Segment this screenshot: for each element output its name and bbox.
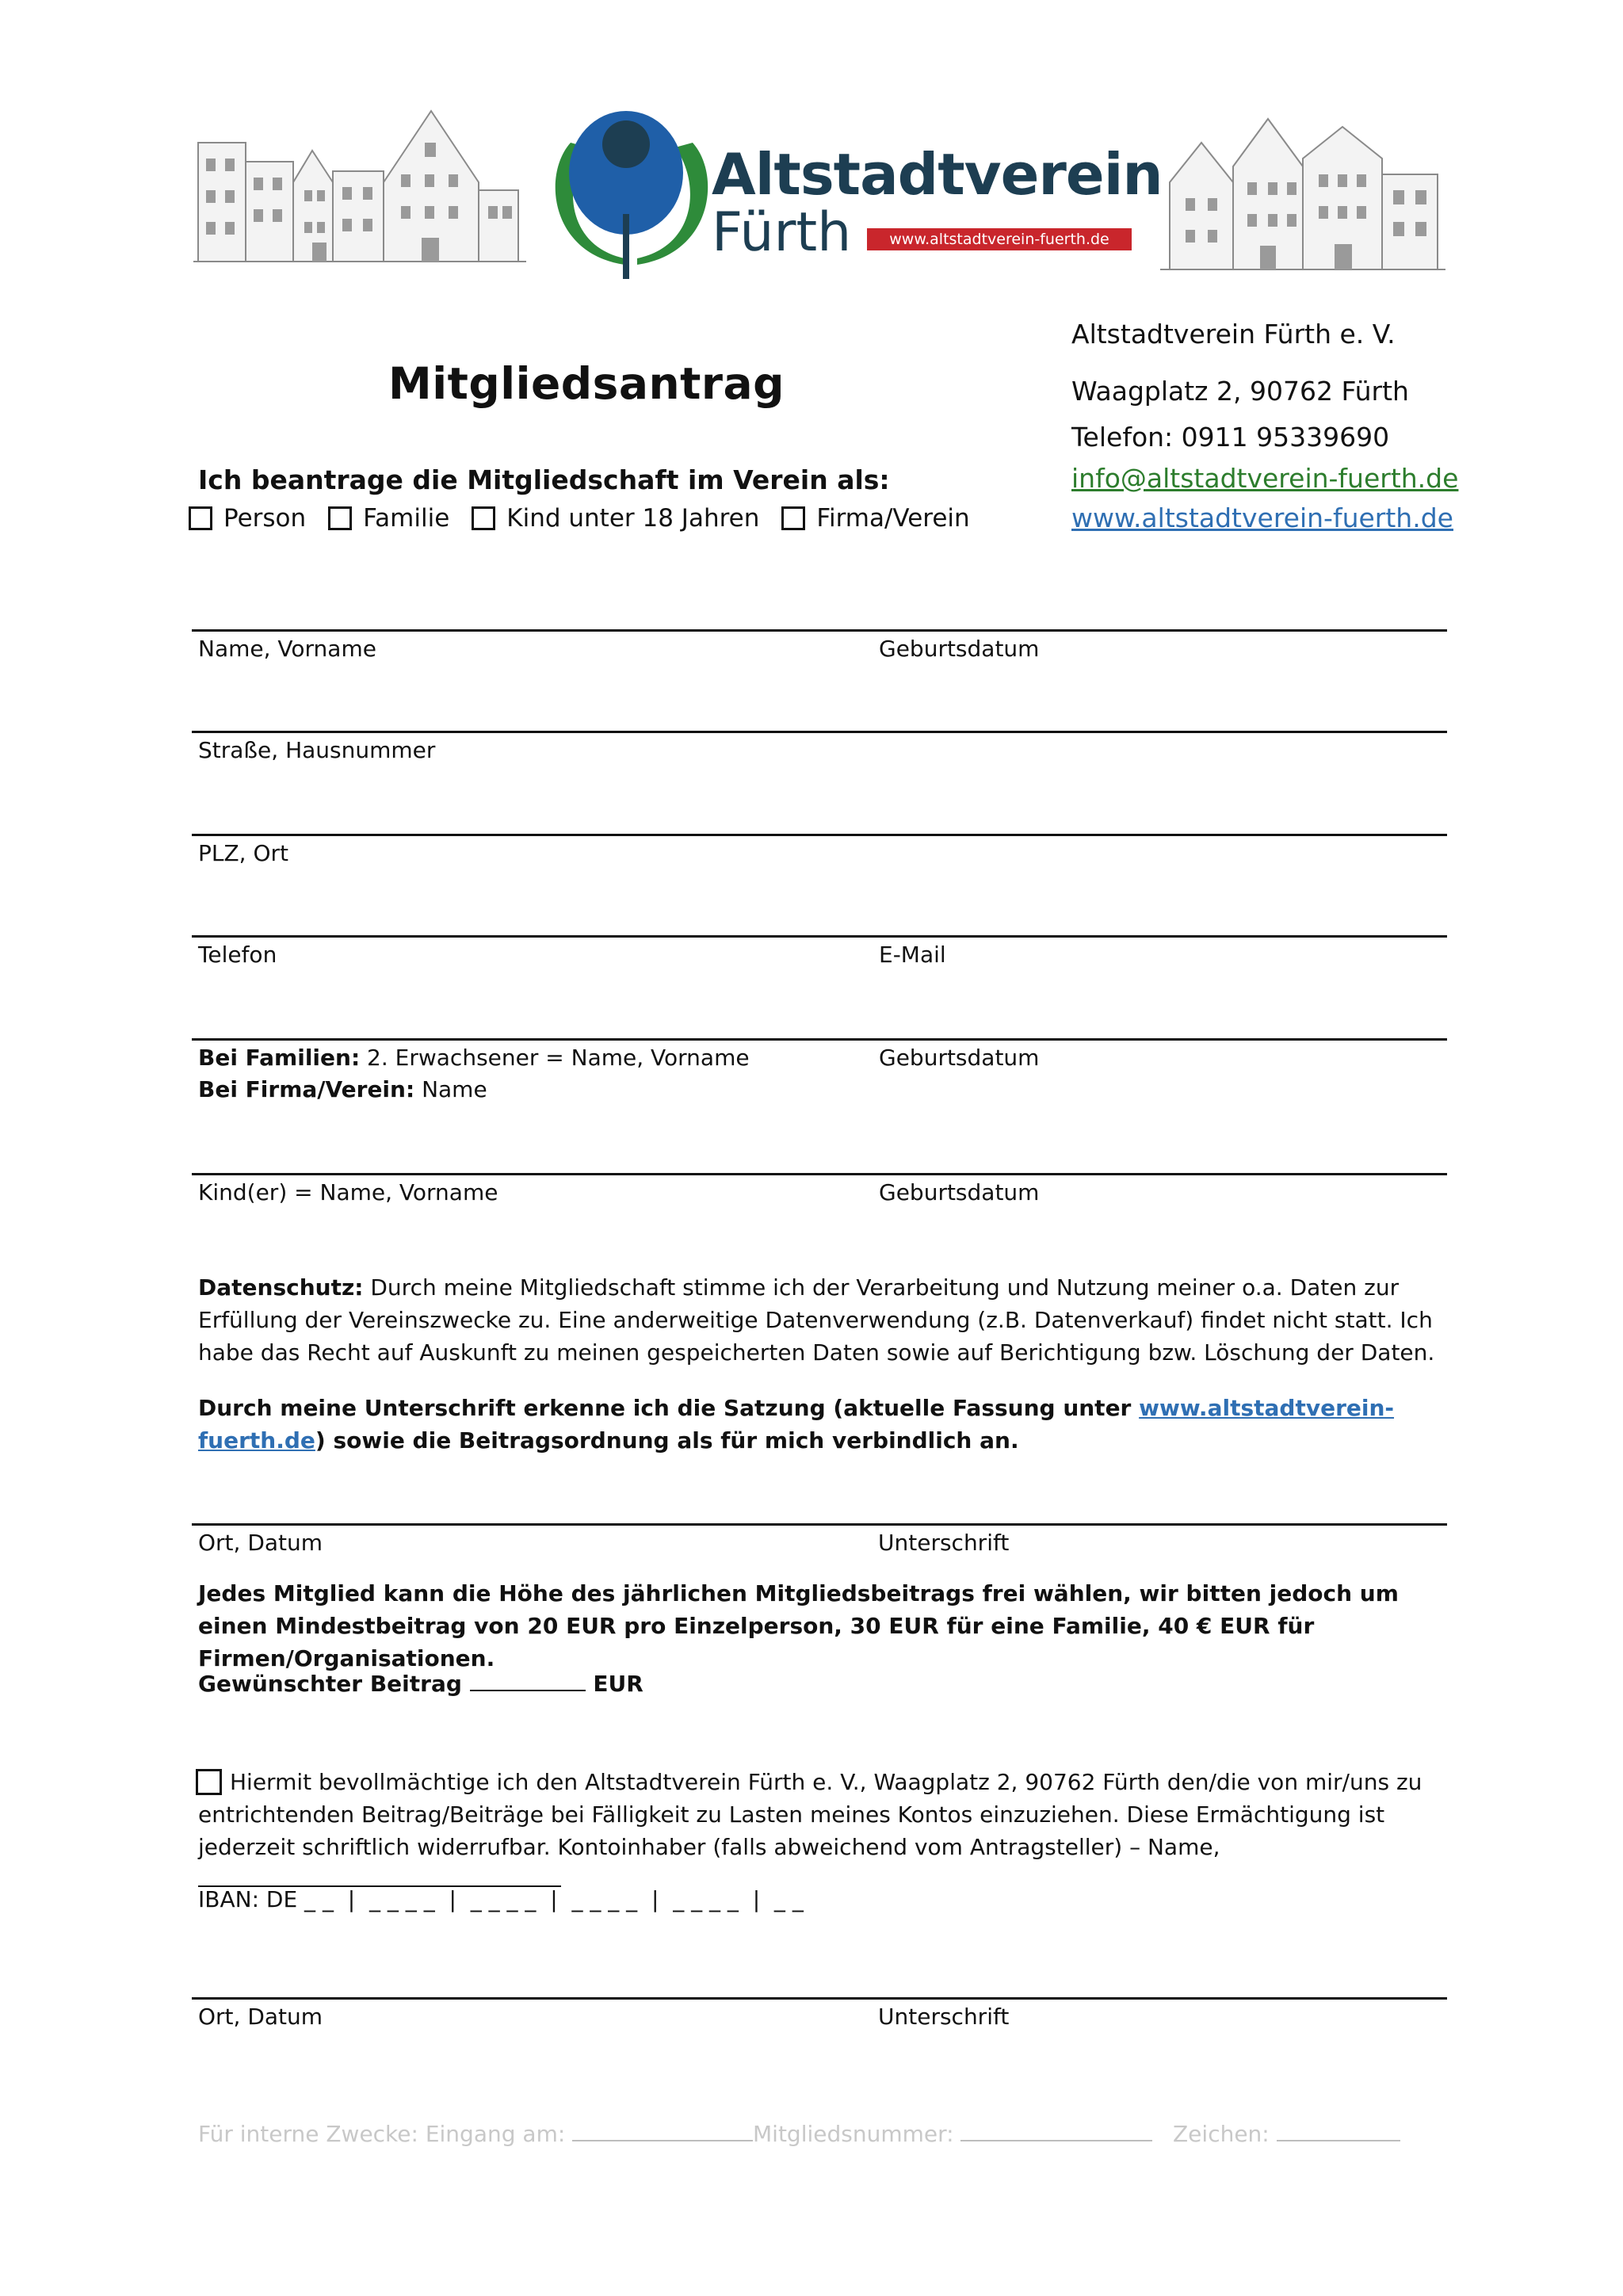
internal-received (198, 2121, 753, 2147)
iban-field[interactable]: IBAN: DE _ _ | _ _ _ _ | _ _ _ _ | _ _ _ _ | _ _ _ _ | _ _ (198, 1886, 804, 1912)
address-phone: Telefon: 0911 95339690 (1071, 422, 1390, 453)
header-banner (193, 95, 1445, 279)
option-child[interactable] (472, 504, 759, 533)
option-person-label: Person (223, 504, 307, 533)
family-field-label (198, 1045, 750, 1071)
company-checkbox[interactable] (781, 506, 805, 530)
family-checkbox[interactable] (328, 506, 352, 530)
family-birthdate-label: Geburtsdatum (879, 1045, 1040, 1071)
family-field-label-bold: Bei Familien: (198, 1045, 361, 1071)
page-title: Mitgliedsantrag (388, 358, 785, 409)
person-checkbox[interactable] (189, 506, 212, 530)
altstadtverein-logo (556, 111, 708, 279)
internal-received-input[interactable] (572, 2121, 753, 2141)
divider-city (192, 834, 1447, 836)
street-field-label: Straße, Hausnummer (198, 737, 436, 763)
membership-heading: Ich beantrage die Mitgliedschaft im Verein als: (198, 464, 890, 495)
internal-member-no-label: Mitgliedsnummer: (753, 2121, 954, 2147)
divider-children (192, 1173, 1447, 1175)
company-field-label (198, 1076, 487, 1102)
signature-label-1: Unterschrift (878, 1530, 1010, 1556)
privacy-text: Durch meine Mitgliedschaft stimme ich der Verarbeitung und Nutzung meiner o.a. Daten zur Erfüllung der Vereinszwecke zu. Eine anderweitige Datenverwendung (z.B. Datenverkauf) findet nicht statt. Ich habe das Recht auf Auskunft zu meinen gespeicherten Daten sowie auf Berichtigung bzw. Löschung der Daten. (198, 1274, 1435, 1366)
statutes-paragraph (198, 1392, 1442, 1457)
internal-sign (1173, 2121, 1400, 2147)
desired-fee-currency: EUR (593, 1671, 643, 1697)
address-email-link[interactable]: info@altstadtverein-fuerth.de (1071, 463, 1459, 494)
divider-name (192, 629, 1447, 632)
email-field-label: E-Mail (879, 942, 946, 968)
option-family-label: Familie (363, 504, 450, 533)
option-family[interactable] (328, 504, 449, 533)
statutes-before: Durch meine Unterschrift erkenne ich die Satzung (aktuelle Fassung unter (198, 1395, 1140, 1421)
place-date-label-2: Ort, Datum (198, 2004, 323, 2030)
children-field-label: Kind(er) = Name, Vorname (198, 1179, 498, 1205)
membership-options (189, 504, 992, 533)
birthdate-field-label: Geburtsdatum (879, 636, 1040, 662)
fee-paragraph: Jedes Mitglied kann die Höhe des jährlichen Mitgliedsbeitrags frei wählen, wir bitten jedoch um einen Mindestbeitrag von 20 EUR pro Einzelperson, 30 EUR für eine Familie, 40 € EUR für Firmen/Organisationen. (198, 1580, 1399, 1671)
signature-label-2: Unterschrift (878, 2004, 1010, 2030)
internal-member-no-input[interactable] (960, 2121, 1152, 2141)
mandate-paragraph (198, 1766, 1442, 1896)
logo-website-tag: www.altstadtverein-fuerth.de (867, 228, 1132, 250)
internal-sign-input[interactable] (1277, 2121, 1400, 2141)
option-company-label: Firma/Verein (816, 504, 970, 533)
internal-received-label: Für interne Zwecke: Eingang am: (198, 2121, 566, 2147)
account-holder-input[interactable] (198, 1866, 561, 1887)
divider-signature-1 (192, 1523, 1447, 1526)
name-field-label: Name, Vorname (198, 636, 376, 662)
statutes-after: ) sowie die Beitragsordnung als für mich verbindlich an. (315, 1427, 1019, 1454)
children-birthdate-label: Geburtsdatum (879, 1179, 1040, 1205)
phone-field-label: Telefon (198, 942, 277, 968)
logo-name-line1: Altstadtverein (712, 141, 1163, 208)
option-child-label: Kind unter 18 Jahren (506, 504, 760, 533)
divider-phone (192, 935, 1447, 938)
desired-fee-input[interactable] (470, 1671, 586, 1691)
mandate-text: Hiermit bevollmächtige ich den Altstadtverein Fürth e. V., Waagplatz 2, 90762 Fürth den/die von mir/uns zu entrichtenden Beitrag/Beiträge bei Fälligkeit zu Lasten meines Kontos einzuziehen. Diese Ermächtigung ist jederzeit schriftlich widerrufbar. Kontoinhaber (falls abweichend vom Antragsteller) – Name, (198, 1769, 1423, 1860)
internal-sign-label: Zeichen: (1173, 2121, 1270, 2147)
statutes-link[interactable]: www.altstadtverein-fuerth.de (198, 1395, 1395, 1454)
logo-name-line2: Fürth (712, 201, 852, 264)
city-field-label: PLZ, Ort (198, 840, 288, 866)
address-web-link[interactable]: www.altstadtverein-fuerth.de (1071, 502, 1453, 533)
company-field-label-rest: Name (414, 1076, 487, 1102)
option-person[interactable] (189, 504, 306, 533)
left-houses-illustration (193, 111, 526, 262)
company-field-label-bold: Bei Firma/Verein: (198, 1076, 415, 1102)
privacy-paragraph (198, 1271, 1442, 1369)
address-street: Waagplatz 2, 90762 Fürth (1071, 376, 1409, 407)
family-field-label-rest: 2. Erwachsener = Name, Vorname (360, 1045, 750, 1071)
desired-fee-label: Gewünschter Beitrag (198, 1671, 462, 1697)
child-checkbox[interactable] (472, 506, 495, 530)
divider-signature-2 (192, 1997, 1447, 2000)
privacy-bold: Datenschutz: (198, 1274, 364, 1301)
address-org: Altstadtverein Fürth e. V. (1071, 319, 1396, 350)
internal-member-no (753, 2121, 1152, 2147)
option-company[interactable] (781, 504, 969, 533)
divider-family (192, 1038, 1447, 1041)
divider-street (192, 731, 1447, 733)
place-date-label-1: Ort, Datum (198, 1530, 323, 1556)
desired-fee-row (198, 1671, 643, 1697)
